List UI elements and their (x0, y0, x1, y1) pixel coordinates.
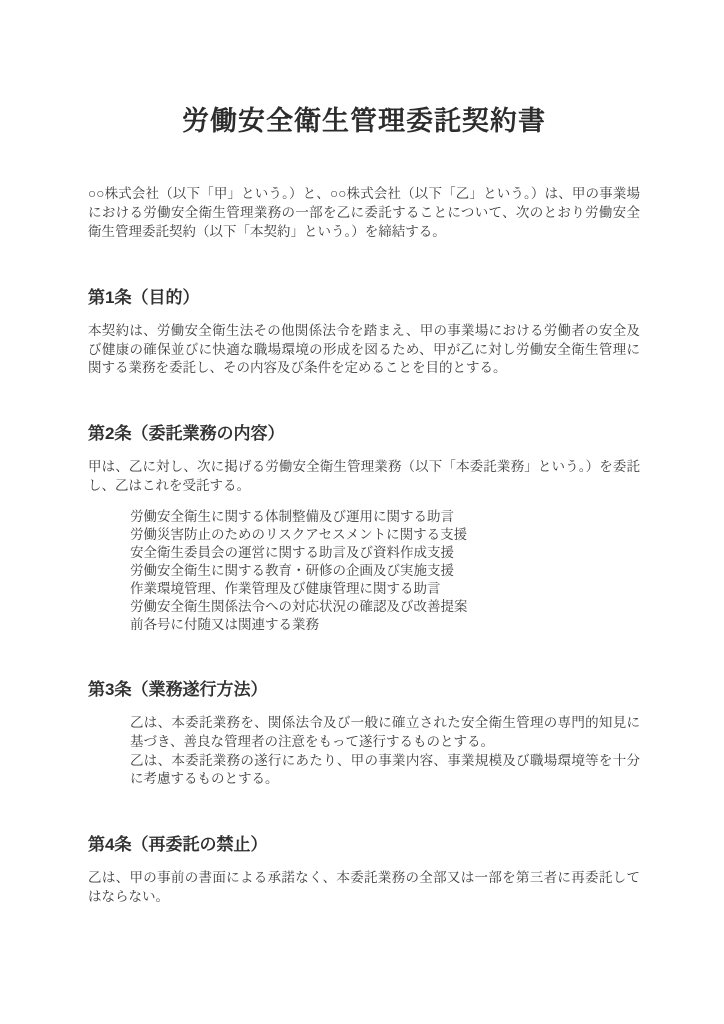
section-heading: 第4条（再委託の禁止） (88, 835, 268, 855)
delegated-tasks-list (88, 508, 640, 634)
contract-section (88, 679, 640, 790)
list-item: 作業環境管理、作業管理及び健康管理に関する助言 (130, 580, 441, 596)
section-body (88, 458, 640, 633)
section-heading: 第3条（業務遂行方法） (88, 679, 268, 699)
section-paragraph: 乙は、本委託業務を、関係法令及び一般に確立された安全衛生管理の専門的知見に基づき、善良な管理者の注意をもって遂行するものとする。 (130, 714, 640, 749)
contract-section (88, 423, 640, 633)
list-item: 労働安全衛生関係法令への対応状況の確認及び改善提案 (130, 598, 468, 614)
section-heading: 第2条（委託業務の内容） (88, 424, 285, 444)
section-body (88, 869, 640, 907)
section-paragraph: 乙は、本委託業務の遂行にあたり、甲の事業内容、事業規模及び職場環境等を十分に考慮するものとする。 (130, 752, 640, 787)
section-heading: 第1条（目的） (88, 287, 200, 307)
list-item: 安全衛生委員会の運営に関する助言及び資料作成支援 (130, 545, 454, 561)
intro-paragraph: ○○株式会社（以下「甲」という。）と、○○株式会社（以下「乙」という。）は、甲の事業場における労働安全衛生管理業務の一部を乙に委託することについて、次のとおり労働安全衛生管理委託契約（以下「本契約」という。）を締結する。 (88, 186, 640, 239)
contract-section (88, 834, 640, 907)
section-paragraph: 本契約は、労働安全衛生法その他関係法令を踏まえ、甲の事業場における労働者の安全及び健康の確保並びに快適な職場環境の形成を図るため、甲が乙に対し労働安全衛生管理に関する業務を委託し、その内容及び条件を定めることを目的とする。 (88, 322, 640, 376)
section-paragraph: 乙は、甲の事前の書面による承諾なく、本委託業務の全部又は一部を第三者に再委託してはならない。 (88, 870, 640, 905)
section-paragraph: 甲は、乙に対し、次に掲げる労働安全衛生管理業務（以下「本委託業務」という。）を委託し、乙はこれを受託する。 (88, 459, 640, 494)
sections-container (88, 287, 640, 907)
contract-section (88, 287, 640, 379)
list-item: 労働安全衛生に関する体制整備及び運用に関する助言 (130, 509, 454, 525)
list-item: 前各号に付随又は関連する業務 (130, 616, 319, 632)
list-item: 労働安全衛生に関する教育・研修の企画及び実施支援 (130, 562, 454, 578)
section-body (88, 714, 640, 790)
list-item: 労働災害防止のためのリスクアセスメントに関する支援 (130, 527, 468, 543)
document-title: 労働安全衛生管理委託契約書 (182, 106, 546, 136)
section-body (88, 322, 640, 379)
